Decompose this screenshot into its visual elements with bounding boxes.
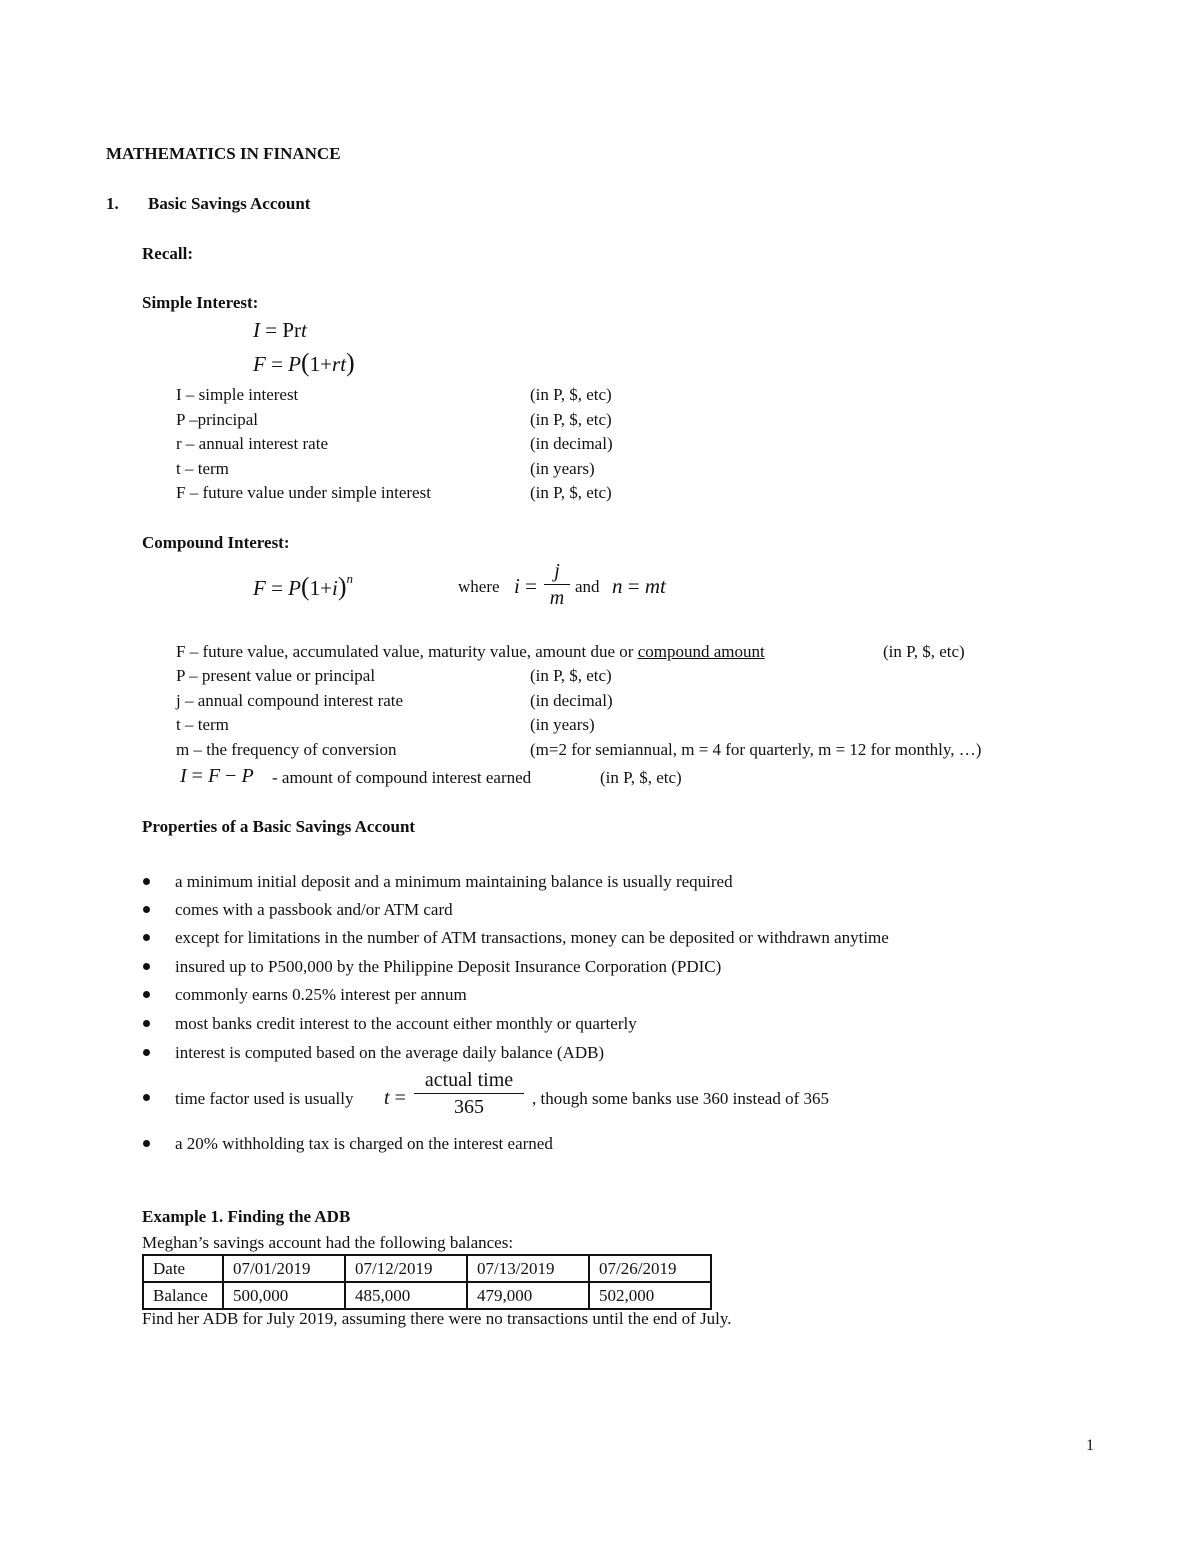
table-cell: 07/13/2019	[467, 1255, 589, 1282]
n-equals-mt-formula: n = mt	[612, 574, 666, 598]
definition-unit: (in P, $, etc)	[530, 385, 612, 404]
compound-amount-underlined: compound amount	[637, 642, 765, 661]
time-factor-fraction	[414, 1070, 524, 1117]
time-factor-numerator: actual time	[424, 1069, 514, 1091]
balances-table	[142, 1254, 712, 1310]
definition-unit: (in years)	[530, 459, 595, 478]
bullet-icon	[143, 1049, 150, 1056]
definition-term: m – the frequency of conversion	[176, 740, 397, 759]
list-item-time-factor: time factor used is usually	[175, 1089, 354, 1108]
page-number: 1	[1086, 1437, 1094, 1454]
bullet-icon	[143, 878, 150, 885]
definition-unit: (in years)	[530, 715, 595, 734]
definition-term: j – annual compound interest rate	[176, 691, 404, 710]
section-title: Basic Savings Account	[148, 194, 311, 213]
bullet-icon	[143, 1140, 150, 1147]
section-number: 1.	[106, 194, 119, 213]
table-cell-label: Date	[143, 1255, 223, 1282]
table-cell: 502,000	[589, 1282, 711, 1309]
table-cell: 485,000	[345, 1282, 467, 1309]
list-item-time-factor-note: , though some banks use 360 instead of 365	[532, 1089, 829, 1108]
bullet-icon	[143, 906, 150, 913]
where-label: where	[458, 577, 500, 596]
table-cell: 07/12/2019	[345, 1255, 467, 1282]
list-item: comes with a passbook and/or ATM card	[175, 900, 453, 919]
example-question: Find her ADB for July 2019, assuming there were no transactions until the end of July.	[142, 1309, 732, 1328]
list-item: interest is computed based on the average daily balance (ADB)	[175, 1043, 605, 1062]
definition-term: I – simple interest	[176, 385, 299, 404]
table-cell: 07/26/2019	[589, 1255, 711, 1282]
document-title: MATHEMATICS IN FINANCE	[106, 144, 341, 163]
definition-term	[176, 643, 765, 660]
definition-unit: (in decimal)	[530, 434, 613, 453]
list-item: a minimum initial deposit and a minimum maintaining balance is usually required	[175, 872, 733, 891]
definition-unit: (in P, $, etc)	[530, 666, 612, 685]
recall-label: Recall:	[142, 244, 193, 263]
definition-term-text: F – future value, accumulated value, maturity value, amount due or	[176, 642, 638, 661]
definition-term: r – annual interest rate	[176, 434, 328, 453]
definition-unit: (in P, $, etc)	[530, 483, 612, 502]
definition-unit: (m=2 for semiannual, m = 4 for quarterly, m = 12 for monthly, …)	[530, 740, 982, 759]
compound-interest-earned-text: - amount of compound interest earned	[272, 768, 532, 787]
and-label: and	[575, 577, 600, 596]
definition-unit: (in decimal)	[530, 691, 613, 710]
definition-term: t – term	[176, 459, 229, 478]
definition-term: P –principal	[176, 410, 258, 429]
table-cell-label: Balance	[143, 1282, 223, 1309]
table-cell: 479,000	[467, 1282, 589, 1309]
definition-unit: (in P, $, etc)	[530, 410, 612, 429]
t-symbol: t =	[384, 1087, 406, 1109]
compound-future-value-formula: $F = P(1+i)^n$	[253, 571, 354, 601]
compound-interest-heading: Compound Interest:	[142, 533, 290, 552]
list-item: most banks credit interest to the account either monthly or quarterly	[175, 1014, 637, 1033]
list-item: except for limitations in the number of ATM transactions, money can be deposited or withdrawn anytime	[175, 928, 889, 947]
bullet-icon	[143, 1094, 150, 1101]
definition-term: F – future value under simple interest	[176, 483, 431, 502]
bullet-icon	[143, 934, 150, 941]
simple-interest-formula: I = Prt	[253, 318, 307, 342]
table-row	[143, 1255, 711, 1282]
compound-interest-earned-formula: I = F − P	[180, 765, 254, 787]
bullet-icon	[143, 963, 150, 970]
time-factor-denominator: 365	[454, 1096, 484, 1118]
table-cell: 07/01/2019	[223, 1255, 345, 1282]
example-heading: Example 1. Finding the ADB	[142, 1207, 351, 1226]
definition-term: t – term	[176, 715, 229, 734]
list-item: insured up to P500,000 by the Philippine Deposit Insurance Corporation (PDIC)	[175, 957, 722, 976]
list-item: commonly earns 0.25% interest per annum	[175, 985, 467, 1004]
simple-future-value-formula: F = P(1+rt)	[253, 348, 355, 377]
bullet-icon	[143, 991, 150, 998]
properties-heading: Properties of a Basic Savings Account	[142, 817, 416, 836]
j-over-m-fraction: j m	[544, 561, 570, 608]
definition-term: P – present value or principal	[176, 666, 376, 685]
definition-unit: (in P, $, etc)	[883, 642, 965, 661]
compound-interest-earned-unit: (in P, $, etc)	[600, 768, 682, 787]
table-cell: 500,000	[223, 1282, 345, 1309]
simple-interest-heading: Simple Interest:	[142, 293, 259, 312]
bullet-icon	[143, 1020, 150, 1027]
table-row	[143, 1282, 711, 1309]
example-intro: Meghan’s savings account had the following balances:	[142, 1233, 514, 1252]
i-symbol: i =	[514, 574, 537, 598]
list-item: a 20% withholding tax is charged on the interest earned	[175, 1134, 553, 1153]
